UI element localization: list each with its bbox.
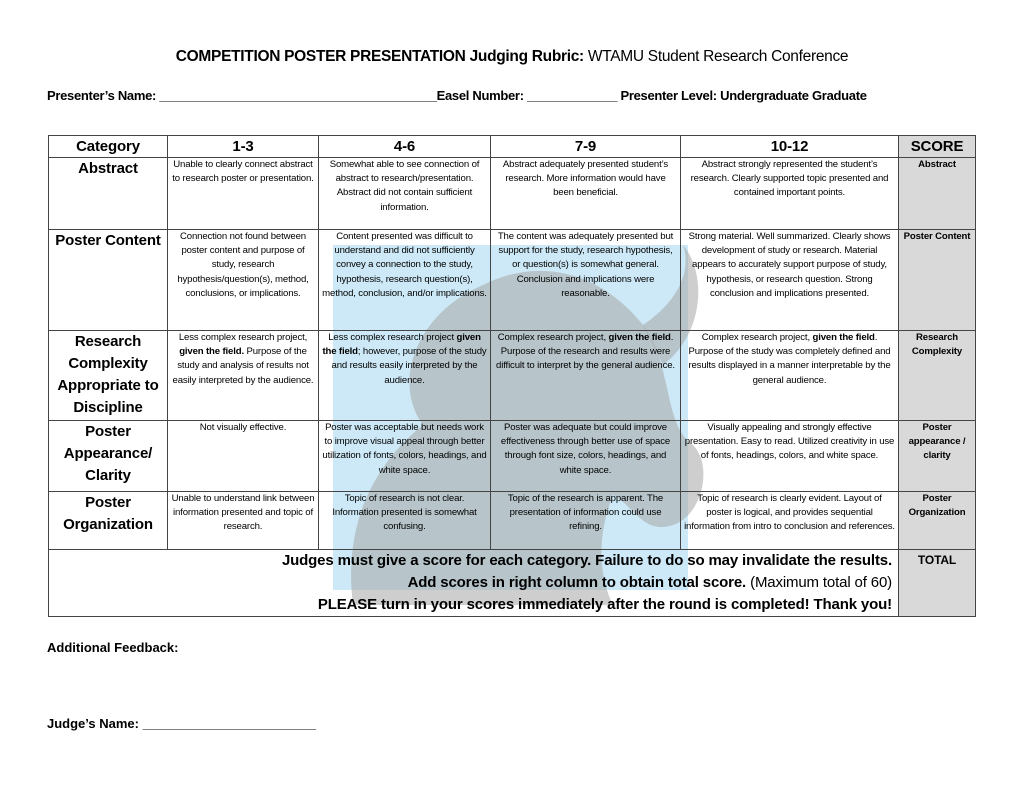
category-label: Poster Content [49,230,168,331]
criteria-cell [681,492,899,550]
presenter-level-options[interactable]: Presenter Level: Undergraduate Graduate [617,88,867,103]
column-header: Category [49,136,168,158]
score-cell[interactable]: Poster Organization [899,492,976,550]
column-header: 1-3 [168,136,319,158]
criteria-text: Unable to clearly connect abstract to research poster or presentation. [172,159,314,185]
criteria-text: Topic of the research is apparent. The presentation of information could use refining. [507,493,664,533]
column-header: 10-12 [681,136,899,158]
criteria-text: Strong material. Well summarized. Clearly shows development of study or research. Material appears to accurately support purpose of study, hypothesis, or research question. Strong conclusion and implications presented. [688,231,891,299]
criteria-text: Purpose of the study and analysis of results not easily interpreted by the audience. [172,346,314,386]
column-header: SCORE [899,136,976,158]
category-label: Poster Organization [49,492,168,550]
criteria-text: Topic of research is not clear. Information presented is somewhat confusing. [332,493,477,533]
criteria-cell [168,331,319,421]
criteria-text: Less complex research project, [178,332,308,343]
criteria-text: Less complex research project [328,332,457,343]
emphasis-text: given the field [608,332,671,343]
emphasis-text: given the field. [179,346,244,358]
criteria-cell [168,230,319,331]
judge-name-field[interactable]: Judge’s Name: ________________________ [47,716,317,731]
category-label: Abstract [49,158,168,230]
column-header: 4-6 [319,136,491,158]
criteria-text: Poster was acceptable but needs work to improve visual appeal through better utilization of fonts, colors, headings, and white space. [322,422,487,476]
criteria-cell [681,230,899,331]
criteria-cell [319,331,491,421]
easel-number-field[interactable]: Easel Number: _____________ [436,88,618,103]
score-cell[interactable]: Research Complexity [899,331,976,421]
criteria-cell [491,492,681,550]
category-label: Research Complexity Appropriate to Discipline [49,331,168,421]
table-row [49,421,976,492]
category-label: Poster Appearance/ Clarity [49,421,168,492]
criteria-cell [681,158,899,230]
emphasis-text: given the field [322,332,481,358]
table-row [49,492,976,550]
criteria-text: Unable to understand link between information presented and topic of research. [171,493,315,533]
criteria-text: Abstract strongly represented the student’s research. Clearly supported topic presented and contained important points. [690,159,889,199]
criteria-cell [319,158,491,230]
score-cell[interactable]: Poster appearance / clarity [899,421,976,492]
instructions [49,550,899,617]
title-bold: COMPETITION POSTER PRESENTATION Judging Rubric: [175,48,584,65]
table-row [49,331,976,421]
presenter-name-field[interactable]: Presenter’s Name: ________________________________________ [47,88,437,103]
criteria-text: . Purpose of the research and results were difficult to interpret by the general audience. [496,332,675,372]
instruction-line: Judges must give a score for each category. Failure to do so may invalidate the results. [281,552,892,569]
criteria-text: Complex research project, [497,332,609,343]
criteria-text: . Purpose of the study was completely defined and results displayed in a manner interpretable by the general audience. [688,332,891,386]
criteria-cell [681,421,899,492]
criteria-cell [319,230,491,331]
criteria-cell [681,331,899,421]
rubric-table [48,135,976,617]
criteria-text: Somewhat able to see connection of abstract to research/presentation. Abstract did not contain sufficient information. [329,159,480,213]
title-conference: WTAMU Student Research Conference [583,48,849,65]
criteria-cell [491,158,681,230]
criteria-text: Not visually effective. [199,422,287,433]
criteria-text: ; however, purpose of the study and results easily interpreted by the audience. [331,346,487,386]
instruction-line [52,572,892,594]
criteria-cell [319,492,491,550]
instruction-line: PLEASE turn in your scores immediately after the round is completed! Thank you! [317,596,892,613]
criteria-cell [319,421,491,492]
instruction-bold: Add scores in right column to obtain total score. [407,574,747,591]
criteria-text: Abstract adequately presented student’s research. More information would have been beneficial. [502,159,669,199]
criteria-text: Content presented was difficult to understand and did not sufficiently convey a connection to the study, hypothesis, research question(s), method, conclusion, and/or implications. [322,231,487,299]
emphasis-text: given the field [812,332,875,343]
criteria-cell [168,421,319,492]
additional-feedback-label: Additional Feedback: [47,640,179,655]
footer-row [49,550,976,617]
presenter-info-line [47,88,867,103]
criteria-cell [491,331,681,421]
table-row [49,230,976,331]
maximum-total-note: (Maximum total of 60) [746,574,892,591]
criteria-text: The content was adequately presented but support for the study, research hypothesis, or question(s) is somewhat general. Conclusion and implications were reasonable. [497,231,674,299]
criteria-text: Poster was adequate but could improve effectiveness through better use of space through font size, colors, headings, and white space. [500,422,671,476]
total-score-cell[interactable]: TOTAL [899,550,976,617]
criteria-cell [491,230,681,331]
criteria-cell [491,421,681,492]
criteria-text: Visually appealing and strongly effective presentation. Easy to read. Utilized creativity in use of fonts, headings, colors, and white space. [684,422,895,462]
table-row [49,158,976,230]
criteria-text: Connection not found between poster content and purpose of study, research hypothesis/question(s), method, conclusions, or implications. [177,231,309,299]
criteria-text: Complex research project, [701,332,813,343]
criteria-text: Topic of research is clearly evident. Layout of poster is logical, and provides sequential information from intro to conclusion and references. [684,493,895,533]
page-title [0,48,1024,66]
score-cell[interactable]: Poster Content [899,230,976,331]
column-header: 7-9 [491,136,681,158]
score-cell[interactable]: Abstract [899,158,976,230]
criteria-cell [168,492,319,550]
criteria-cell [168,158,319,230]
